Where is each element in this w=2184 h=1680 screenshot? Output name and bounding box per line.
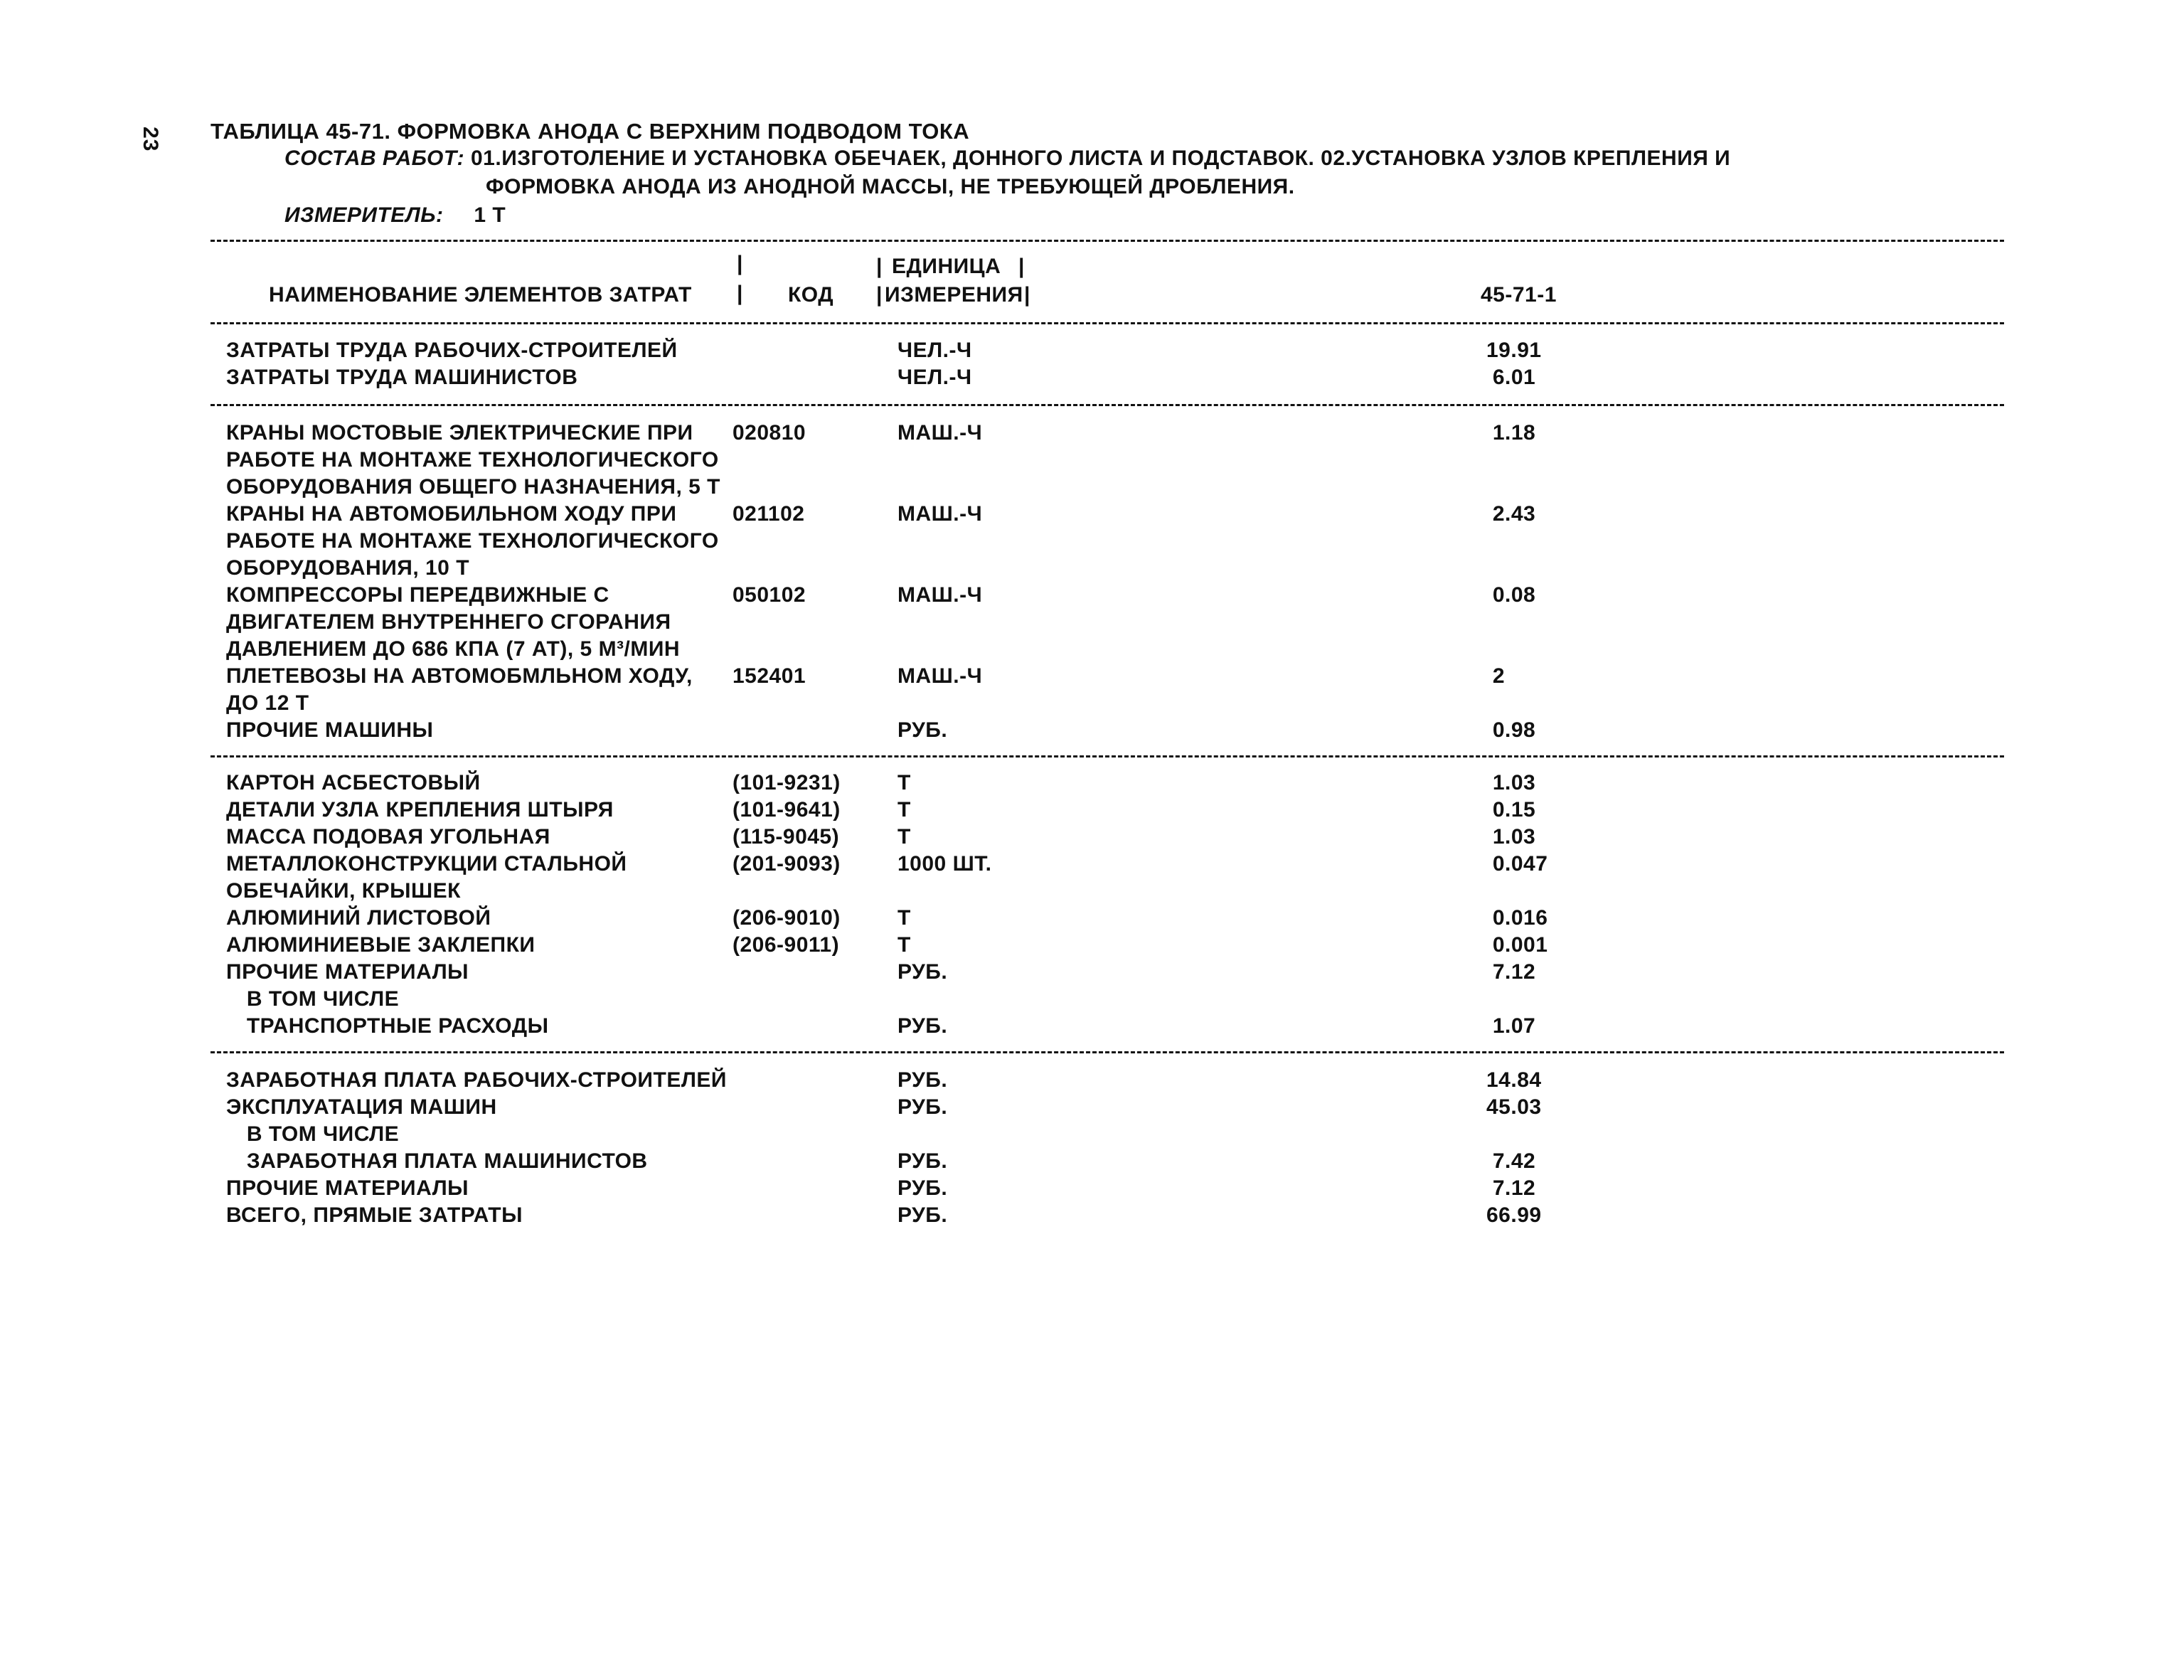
- table-row: [0, 339, 2184, 366]
- cell-value: 0.98: [1486, 718, 1536, 742]
- cell-unit: РУБ.: [897, 718, 948, 742]
- cell-unit: РУБ.: [897, 1068, 948, 1092]
- cell-name: ЗАТРАТЫ ТРУДА РАБОЧИХ-СТРОИТЕЛЕЙ: [226, 339, 678, 362]
- cell-unit: РУБ.: [897, 1203, 948, 1227]
- table-row: [0, 1095, 2184, 1122]
- table-row: [0, 556, 2184, 583]
- cell-value: 1.03: [1486, 771, 1536, 794]
- cell-value: 14.84: [1486, 1068, 1542, 1092]
- cell-unit: Т: [897, 933, 911, 957]
- table-row: [0, 960, 2184, 987]
- cell-name: КРАНЫ МОСТОВЫЕ ЭЛЕКТРИЧЕСКИЕ ПРИ: [226, 421, 693, 445]
- cell-value: 0.047: [1486, 852, 1548, 876]
- table-row: [0, 529, 2184, 556]
- cell-name: ДЕТАЛИ УЗЛА КРЕПЛЕНИЯ ШТЫРЯ: [226, 798, 614, 822]
- scope-line-1: [284, 147, 1730, 171]
- table-row: [0, 1176, 2184, 1203]
- cell-code: (206-9011): [733, 933, 840, 957]
- cell-name: КРАНЫ НА АВТОМОБИЛЬНОМ ХОДУ ПРИ: [226, 502, 677, 526]
- cell-name: ЗАРАБОТНАЯ ПЛАТА МАШИНИСТОВ: [240, 1149, 648, 1173]
- header-sep: |: [737, 282, 743, 305]
- cell-unit: РУБ.: [897, 1149, 948, 1173]
- cell-name: МЕТАЛЛОКОНСТРУКЦИИ СТАЛЬНОЙ: [226, 852, 627, 876]
- rule-top: [211, 240, 2004, 242]
- cell-value: 6.01: [1486, 366, 1536, 389]
- cell-name: ПРОЧИЕ МАТЕРИАЛЫ: [226, 1176, 469, 1200]
- cell-value: 0.15: [1486, 798, 1536, 822]
- cell-unit: РУБ.: [897, 960, 948, 984]
- table-row: [0, 852, 2184, 879]
- rule-section-2: [211, 755, 2004, 757]
- cell-unit: МАШ.-Ч: [897, 421, 983, 445]
- table-row: [0, 1014, 2184, 1041]
- header-name: НАИМЕНОВАНИЕ ЭЛЕМЕНТОВ ЗАТРАТ: [269, 283, 692, 307]
- cell-code: 020810: [733, 421, 806, 445]
- cell-value: 1.07: [1486, 1014, 1536, 1038]
- cell-name: МАССА ПОДОВАЯ УГОЛЬНАЯ: [226, 825, 550, 849]
- table-row: [0, 583, 2184, 610]
- table-row: [0, 987, 2184, 1014]
- table-row: [0, 448, 2184, 475]
- header-unit-1: ЕДИНИЦА: [892, 255, 1001, 278]
- cell-name: ДАВЛЕНИЕМ ДО 686 КПА (7 АТ), 5 М³/МИН: [226, 637, 681, 661]
- cell-name: ЗАРАБОТНАЯ ПЛАТА РАБОЧИХ-СТРОИТЕЛЕЙ: [226, 1068, 727, 1092]
- table-row: [0, 771, 2184, 798]
- cell-unit: ЧЕЛ.-Ч: [897, 339, 972, 362]
- cell-name: ОБОРУДОВАНИЯ, 10 Т: [226, 556, 470, 580]
- cell-unit: МАШ.-Ч: [897, 502, 983, 526]
- cell-code: (101-9231): [733, 771, 841, 794]
- rule-section-1: [211, 404, 2004, 406]
- cell-value: 45.03: [1486, 1095, 1542, 1119]
- cell-unit: РУБ.: [897, 1176, 948, 1200]
- cell-name: ПРОЧИЕ МАТЕРИАЛЫ: [226, 960, 469, 984]
- cell-name: ДВИГАТЕЛЕМ ВНУТРЕННЕГО СГОРАНИЯ: [226, 610, 671, 634]
- cell-unit: Т: [897, 825, 911, 849]
- cell-value: 1.18: [1486, 421, 1536, 445]
- cell-code: (201-9093): [733, 852, 841, 876]
- cell-name: ОБОРУДОВАНИЯ ОБЩЕГО НАЗНАЧЕНИЯ, 5 Т: [226, 475, 720, 499]
- header-sep: |: [1018, 255, 1025, 278]
- table-row: [0, 502, 2184, 529]
- table-row: [0, 421, 2184, 448]
- table-row: [0, 906, 2184, 933]
- header-sep: |: [737, 252, 743, 275]
- table-row: [0, 1203, 2184, 1230]
- cell-name: ПРОЧИЕ МАШИНЫ: [226, 718, 434, 742]
- header-code: КОД: [788, 283, 834, 307]
- cell-name: АЛЮМИНИЕВЫЕ ЗАКЛЕПКИ: [226, 933, 536, 957]
- cell-value: 66.99: [1486, 1203, 1542, 1227]
- table-row: [0, 637, 2184, 664]
- cell-name: ЗАТРАТЫ ТРУДА МАШИНИСТОВ: [226, 366, 578, 389]
- cell-code: 021102: [733, 502, 805, 526]
- cell-name: РАБОТЕ НА МОНТАЖЕ ТЕХНОЛОГИЧЕСКОГО: [226, 448, 719, 472]
- cell-unit: Т: [897, 906, 911, 930]
- cell-value: 2: [1486, 664, 1506, 688]
- cell-unit: Т: [897, 771, 911, 794]
- cell-name: ТРАНСПОРТНЫЕ РАСХОДЫ: [240, 1014, 549, 1038]
- cell-value: 19.91: [1486, 339, 1542, 362]
- cell-name: ДО 12 Т: [226, 691, 309, 715]
- table-row: [0, 610, 2184, 637]
- cell-value: 7.12: [1486, 1176, 1536, 1200]
- rule-header-bottom: [211, 322, 2004, 324]
- cell-name: РАБОТЕ НА МОНТАЖЕ ТЕХНОЛОГИЧЕСКОГО: [226, 529, 719, 553]
- cell-name: ВСЕГО, ПРЯМЫЕ ЗАТРАТЫ: [226, 1203, 523, 1227]
- cell-value: 0.001: [1486, 933, 1548, 957]
- cell-unit: РУБ.: [897, 1014, 948, 1038]
- cell-unit: РУБ.: [897, 1095, 948, 1119]
- rule-section-3: [211, 1051, 2004, 1053]
- cell-code: (101-9641): [733, 798, 841, 822]
- cell-name: ПЛЕТЕВОЗЫ НА АВТОМОБМЛЬНОМ ХОДУ,: [226, 664, 693, 688]
- cell-name: В ТОМ ЧИСЛЕ: [240, 1122, 400, 1146]
- table-row: [0, 691, 2184, 718]
- header-value-col: 45-71-1: [1481, 283, 1557, 307]
- measure-value: 1 Т: [474, 203, 506, 227]
- table-row: [0, 825, 2184, 852]
- table-row: [0, 933, 2184, 960]
- table-row: [0, 664, 2184, 691]
- cell-value: 0.08: [1486, 583, 1536, 607]
- table-title: ТАБЛИЦА 45-71. ФОРМОВКА АНОДА С ВЕРХНИМ ПОДВОДОМ ТОКА: [211, 119, 970, 144]
- cell-unit: Т: [897, 798, 911, 822]
- scope-text-1: 01.ИЗГОТОЛЕНИЕ И УСТАНОВКА ОБЕЧАЕК, ДОННОГО ЛИСТА И ПОДСТАВОК. 02.УСТАНОВКА УЗЛОВ КРЕПЛЕНИЯ И: [471, 147, 1731, 170]
- table-row: [0, 718, 2184, 745]
- cell-unit: 1000 ШТ.: [897, 852, 992, 876]
- cell-value: 0.016: [1486, 906, 1548, 930]
- cell-name: АЛЮМИНИЙ ЛИСТОВОЙ: [226, 906, 491, 930]
- cell-name: ОБЕЧАЙКИ, КРЫШЕК: [226, 879, 461, 903]
- page-number: 23: [139, 127, 162, 152]
- cell-value: 2.43: [1486, 502, 1536, 526]
- measure-label: ИЗМЕРИТЕЛЬ:: [284, 203, 444, 227]
- cell-code: 152401: [733, 664, 806, 688]
- table-row: [0, 475, 2184, 502]
- table-row: [0, 1149, 2184, 1176]
- cell-code: 050102: [733, 583, 806, 607]
- cell-code: (115-9045): [733, 825, 840, 849]
- cell-name: КОМПРЕССОРЫ ПЕРЕДВИЖНЫЕ С: [226, 583, 609, 607]
- cell-name: КАРТОН АСБЕСТОВЫЙ: [226, 771, 481, 794]
- cell-value: 1.03: [1486, 825, 1536, 849]
- table-row: [0, 1122, 2184, 1149]
- cell-code: (206-9010): [733, 906, 841, 930]
- cell-name: ЭКСПЛУАТАЦИЯ МАШИН: [226, 1095, 497, 1119]
- header-sep: |: [876, 255, 883, 278]
- header-sep: |: [1024, 283, 1030, 307]
- scope-line-2: ФОРМОВКА АНОДА ИЗ АНОДНОЙ МАССЫ, НЕ ТРЕБУЮЩЕЙ ДРОБЛЕНИЯ.: [486, 175, 1295, 198]
- cell-unit: ЧЕЛ.-Ч: [897, 366, 972, 389]
- table-row: [0, 879, 2184, 906]
- scope-label: СОСТАВ РАБОТ:: [284, 147, 465, 170]
- header-unit-2: ИЗМЕРЕНИЯ: [885, 283, 1023, 307]
- table-row: [0, 366, 2184, 393]
- header-sep: |: [876, 283, 883, 307]
- table-row: [0, 1068, 2184, 1095]
- cell-unit: МАШ.-Ч: [897, 664, 983, 688]
- cell-value: 7.12: [1486, 960, 1536, 984]
- cell-name: В ТОМ ЧИСЛЕ: [240, 987, 400, 1011]
- cell-unit: МАШ.-Ч: [897, 583, 983, 607]
- cell-value: 7.42: [1486, 1149, 1536, 1173]
- measure-line: [284, 203, 506, 228]
- table-row: [0, 798, 2184, 825]
